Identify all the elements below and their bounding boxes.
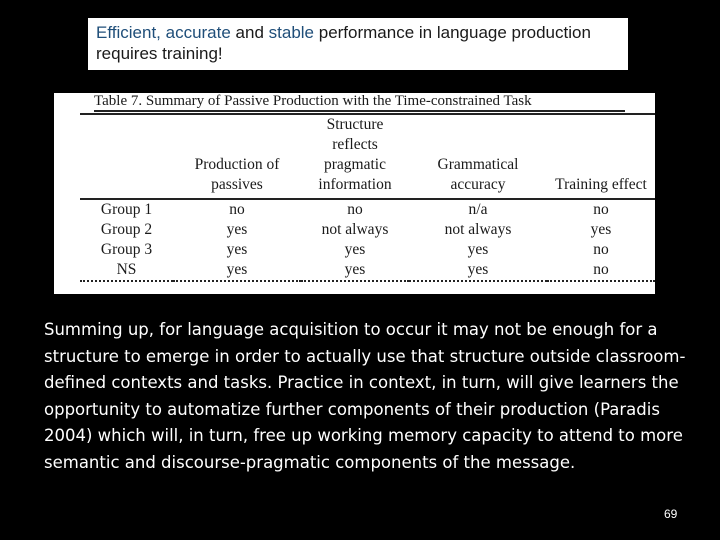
table-cell: no <box>593 241 609 258</box>
slide-title <box>88 18 628 70</box>
table-cell: Group 3 <box>100 241 153 258</box>
table-cell: yes <box>409 260 547 281</box>
table-header-cell: Training effect <box>547 114 655 199</box>
title-text-2: performance in language production requires training! <box>96 23 591 63</box>
summary-paragraph: Summing up, for language acquisition to occur it may not be enough for a structure to emerge in order to actually use that structure outside classroom-defined contexts and tasks. Practice in context, in turn, will give learners the opportunity to automatize further components of their production (Paradis 2004) which will, in turn, free up working memory capacity to attend to more semantic and discourse-pragmatic components of the message. <box>44 320 686 472</box>
table-cell: yes <box>590 221 612 238</box>
table-cell: no <box>547 260 655 281</box>
table-header-cell <box>80 114 173 199</box>
table-cell: yes <box>467 241 489 258</box>
title-text-1: and <box>230 23 269 42</box>
table-header-cell: Production of passives <box>173 114 301 199</box>
table-header-cell: Structure reflects pragmatic information <box>301 114 409 199</box>
table-cell: yes <box>173 260 301 281</box>
table-cell: Group 1 <box>100 201 153 218</box>
table-cell: not always <box>321 221 389 238</box>
table-cell: yes <box>344 241 366 258</box>
table-cell: yes <box>226 241 248 258</box>
table-header-cell: Grammatical accuracy <box>409 114 547 199</box>
title-emphasis-1: Efficient, accurate <box>96 23 231 42</box>
title-emphasis-2: stable <box>268 23 315 42</box>
table-cell: NS <box>80 260 173 281</box>
table-row <box>80 199 655 220</box>
table-cell: n/a <box>468 201 488 218</box>
table-cell: yes <box>226 221 248 238</box>
table-cell: no <box>593 201 609 218</box>
table-cell: no <box>229 201 245 218</box>
summary-table-figure <box>54 93 655 294</box>
table-cell: Group 2 <box>100 221 153 238</box>
table-caption: Table 7. Summary of Passive Production with the Time-constrained Task <box>94 93 625 112</box>
table-cell: no <box>347 201 363 218</box>
table-cell: not always <box>444 221 512 238</box>
table-cell: yes <box>301 260 409 281</box>
table-row <box>80 220 655 240</box>
summary-table <box>80 113 655 282</box>
table-row <box>80 260 655 281</box>
table-row <box>80 240 655 260</box>
table-header-row <box>80 114 655 199</box>
page-number: 69 <box>664 507 678 521</box>
